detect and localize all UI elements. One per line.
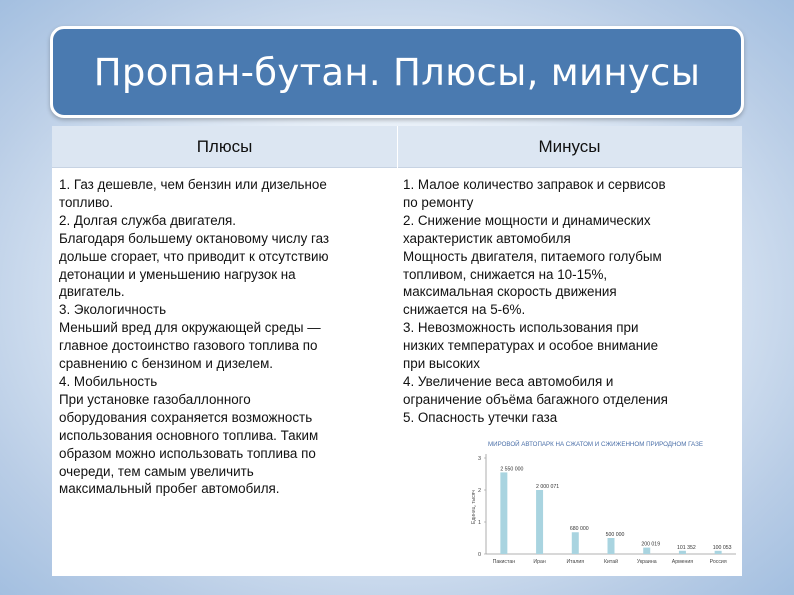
pros-text-line: топливо. — [59, 194, 114, 210]
cons-text-line: топливом, снижается на 10-15%, — [403, 266, 608, 282]
chart-category-label: Пакистан — [492, 559, 516, 565]
pros-text-line: 1. Газ дешевле, чем бензин или дизельное — [59, 177, 327, 192]
chart-bar — [536, 490, 543, 554]
chart-bar — [679, 551, 686, 554]
chart-y-tick-label: 3 — [477, 456, 481, 462]
chart-category-label: Украина — [636, 559, 657, 565]
cons-text-line: максимальная скорость движения — [403, 284, 617, 300]
pros-text-line: главное достоинство газового топлива по — [59, 338, 318, 354]
chart-title: МИРОВОЙ АВТОПАРК НА СЖАТОМ И СЖИЖЕННОМ ПРИРОДНОМ ГАЗЕ — [488, 441, 703, 448]
chart-category-label: Россия — [709, 559, 727, 565]
chart-bar — [500, 472, 507, 554]
chart-bar — [572, 532, 579, 554]
header-pros: Плюсы — [196, 137, 253, 156]
chart-value-label: 2 000 071 — [536, 483, 560, 490]
chart-ylabel: Единиц, тысяч — [471, 490, 477, 524]
cons-text-line: низких температурах и особое внимание — [403, 338, 659, 354]
pros-text-line: 2. Долгая служба двигателя. — [59, 212, 236, 228]
chart-category-label: Армения — [671, 559, 694, 565]
pros-cons-table — [52, 126, 742, 576]
chart-y-tick-label: 2 — [477, 488, 481, 494]
chart-value-label: 200 019 — [641, 541, 661, 548]
chart-value-label: 680 000 — [569, 526, 589, 533]
chart-value-label: 101 352 — [677, 544, 696, 551]
cons-text-line: ограничение объёма багажного отделения — [403, 391, 668, 407]
chart-y-tick-label: 1 — [477, 520, 481, 526]
chart-bar — [643, 548, 650, 554]
cons-text-line: 1. Малое количество заправок и сервисов — [403, 177, 666, 192]
chart-category-label: Китай — [603, 559, 619, 565]
chart-category-label: Италия — [566, 559, 585, 565]
gas-vehicle-chart — [428, 436, 740, 572]
pros-text-line: образом можно использовать топлива по — [59, 445, 316, 461]
chart-value-label: 500 000 — [605, 532, 625, 538]
pros-text-line: очереди, тем самым увеличить — [59, 463, 254, 479]
cons-text-line: Мощность двигателя, питаемого голубым — [403, 248, 662, 264]
cons-text-line: 4. Увеличение веса автомобиля и — [403, 373, 614, 389]
pros-text-line: двигатель. — [59, 284, 125, 300]
cons-text-line: при высоких — [403, 356, 480, 372]
pros-text-line: 3. Экологичность — [59, 302, 167, 318]
cons-text-line: по ремонту — [403, 194, 474, 210]
chart-category-label: Иран — [533, 559, 546, 565]
cons-text-line: снижается на 5-6%. — [403, 302, 526, 318]
slide-title: Пропан-бутан. Плюсы, минусы — [93, 50, 701, 94]
pros-text-line: максимальный пробег автомобиля. — [59, 481, 280, 497]
pros-text-line: оборудования сохраняется возможность — [59, 409, 313, 425]
header-cons: Минусы — [538, 137, 601, 156]
chart-value-label: 100 053 — [712, 544, 732, 551]
chart-value-label: 2 550 000 — [500, 466, 524, 473]
pros-text-line: детонации и уменьшению нагрузок на — [59, 266, 296, 282]
pros-text-line: использования основного топлива. Таким — [59, 427, 319, 443]
pros-text-line: 4. Мобильность — [59, 373, 158, 389]
slide-title-banner — [50, 26, 744, 118]
chart-bar — [715, 551, 722, 554]
cons-text-line: 3. Невозможность использования при — [403, 320, 639, 336]
chart-svg — [428, 436, 740, 572]
pros-text-line: Меньший вред для окружающей среды — — [59, 320, 321, 336]
cons-cell — [403, 176, 738, 427]
table-header-row — [52, 126, 742, 168]
pros-text-line: дольше сгорает, что приводит к отсутствию — [59, 248, 329, 264]
pros-text-line: При установке газобаллонного — [59, 391, 251, 407]
pros-cell — [59, 176, 394, 498]
cons-text-line: 5. Опасность утечки газа — [403, 409, 558, 425]
chart-bar — [608, 538, 615, 554]
pros-text-line: Благодаря большему октановому числу газ — [59, 230, 330, 246]
cons-text-line: 2. Снижение мощности и динамических — [403, 212, 651, 228]
chart-y-tick-label: 0 — [477, 552, 481, 558]
cons-text-line: характеристик автомобиля — [403, 230, 571, 246]
pros-text-line: сравнению с бензином и дизелем. — [59, 356, 274, 372]
